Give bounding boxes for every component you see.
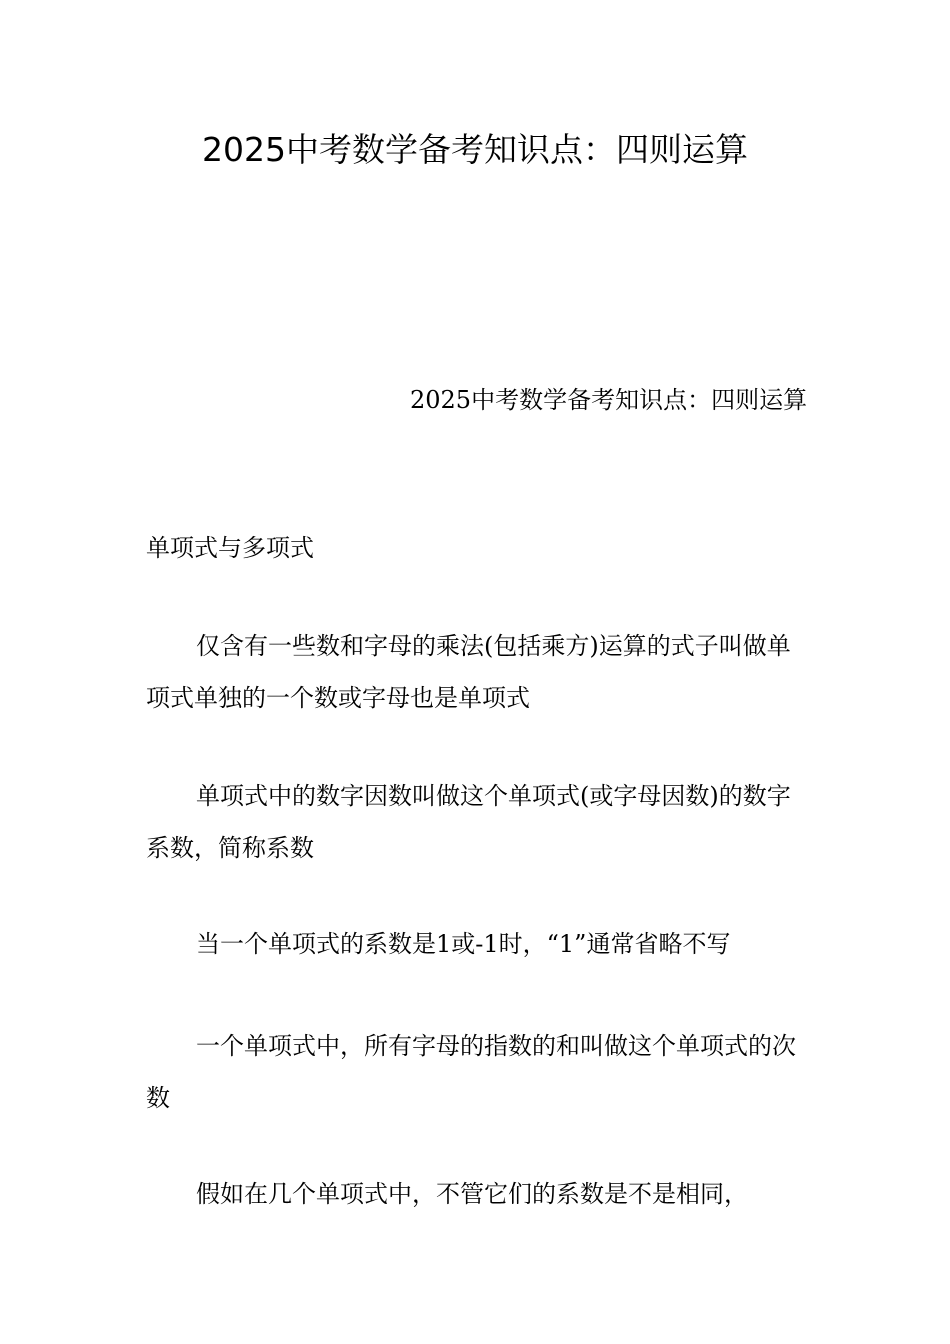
paragraph: 假如在几个单项式中，不管它们的系数是不是相同， [196, 1180, 748, 1208]
document-subtitle: 2025中考数学备考知识点：四则运算 [410, 386, 808, 414]
document-title: 2025中考数学备考知识点：四则运算 [202, 130, 748, 169]
paragraph: 一个单项式中，所有字母的指数的和叫做这个单项式的次数 [146, 1032, 796, 1112]
paragraph: 当一个单项式的系数是1或-1时，“1”通常省略不写 [196, 930, 731, 958]
paragraph: 仅含有一些数和字母的乘法(包括乘方)运算的式子叫做单项式单独的一个数或字母也是单项式 [146, 632, 791, 712]
paragraph: 单项式中的数字因数叫做这个单项式(或字母因数)的数字系数，简称系数 [146, 782, 791, 862]
section-heading: 单项式与多项式 [146, 534, 314, 562]
